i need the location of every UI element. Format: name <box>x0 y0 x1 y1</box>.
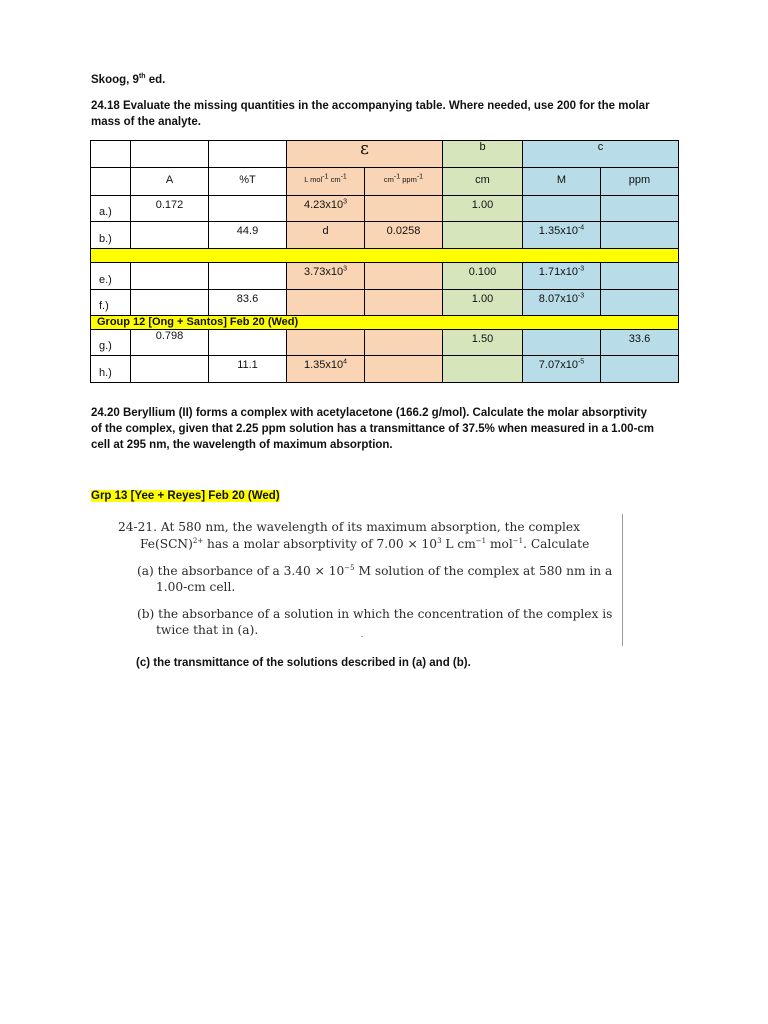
problem-24-18-line1: 24.18 Evaluate the missing quantities in the accompanying table. Where needed, use 200 for the molar <box>91 100 650 112</box>
table-row <box>91 196 679 222</box>
cell-eps-ppm: 0.0258 <box>365 222 443 249</box>
cell-absorbance: 0.172 <box>131 196 209 222</box>
problem-24-21-part-b-line1: (b) the absorbance of a solution in which the concentration of the complex is <box>137 607 613 621</box>
cell-eps-molar: $4.23x10^3$ <box>287 196 365 222</box>
epsilon-group-header: ε <box>287 141 443 168</box>
cell-transmittance: 44.9 <box>209 222 287 249</box>
group-13-label: Grp 13 [Yee + Reyes] Feb 20 (Wed) <box>91 490 280 502</box>
row-label: h.) <box>91 356 131 383</box>
problem-24-18-line2: mass of the analyte. <box>91 116 201 128</box>
b-group-header: b <box>443 141 523 168</box>
group-12-label: Group 12 [Ong + Santos] Feb 20 (Wed) <box>91 316 679 330</box>
cell-eps-molar: d <box>287 222 365 249</box>
c-group-header: c <box>523 141 679 168</box>
row-label: g.) <box>91 330 131 356</box>
table-column-header-row <box>91 168 679 196</box>
cell-absorbance: 0.798 <box>131 330 209 356</box>
absorbance-table <box>90 140 679 383</box>
problem-24-21-part-b-line2: twice that in (a). <box>156 623 259 637</box>
cell-path-length: 1.50 <box>443 330 523 356</box>
cell-eps-molar: $1.35x10^4$ <box>287 356 365 383</box>
table-row <box>91 222 679 249</box>
problem-24-20-line1: 24.20 Beryllium (II) forms a complex with acetylacetone (166.2 g/mol). Calculate the molar absorptivity <box>91 407 648 419</box>
row-label: f.) <box>91 290 131 316</box>
col-header-path-length: cm <box>443 168 523 196</box>
problem-24-21-excerpt <box>108 514 623 646</box>
table-row <box>91 263 679 290</box>
cell-eps-molar: $3.73x10^3$ <box>287 263 365 290</box>
row-label: e.) <box>91 263 131 290</box>
table-group-header-row <box>91 141 679 168</box>
cell-molarity: $1.35x10^{-4}$ <box>523 222 601 249</box>
cell-transmittance: 11.1 <box>209 356 287 383</box>
problem-24-21-part-a-line1: (a) the absorbance of a $3.40 \times 10^{-5}$ M solution of the complex at 580 nm in a <box>137 563 613 578</box>
cell-molarity: $7.07x10^{-5}$ <box>523 356 601 383</box>
cell-path-length: 1.00 <box>443 290 523 316</box>
table-row <box>91 330 679 356</box>
scan-speck <box>361 636 363 637</box>
row-label: a.) <box>91 196 131 222</box>
highlight-divider-row <box>91 249 679 263</box>
cell-path-length: 0.100 <box>443 263 523 290</box>
col-header-transmittance: %T <box>209 168 287 196</box>
problem-24-21-part-c: (c) the transmittance of the solutions described in (a) and (b). <box>136 657 471 669</box>
problem-24-20-line3: cell at 295 nm, the wavelength of maximum absorption. <box>91 439 393 451</box>
scan-edge-divider <box>622 514 623 646</box>
problem-24-20-line2: of the complex, given that 2.25 ppm solution has a transmittance of 37.5% when measured in a 1.00-cm <box>91 423 655 435</box>
problem-24-21-line1: 24-21. At 580 nm, the wavelength of its maximum absorption, the complex <box>118 520 580 534</box>
row-label: b.) <box>91 222 131 249</box>
source-reference: Skoog, 9th ed. <box>91 73 166 86</box>
cell-molarity: $1.71x10^{-3}$ <box>523 263 601 290</box>
problem-24-21-part-a-line2: 1.00-cm cell. <box>156 580 236 594</box>
cell-molarity: $8.07x10^{-3}$ <box>523 290 601 316</box>
col-header-eps-molar: L mol-1 cm-1 <box>287 168 365 196</box>
table-row <box>91 356 679 383</box>
col-header-eps-ppm: cm-1 ppm-1 <box>365 168 443 196</box>
cell-ppm: 33.6 <box>601 330 679 356</box>
table-row <box>91 290 679 316</box>
cell-transmittance: 83.6 <box>209 290 287 316</box>
col-header-ppm: ppm <box>601 168 679 196</box>
problem-24-21-line2: Fe(SCN)$^{2+}$ has a molar absorptivity of $7.00 \times 10^3$ L $cm^{-1}$ mol$^{-1}$. Calculate <box>140 536 590 551</box>
group-12-row <box>91 316 679 330</box>
cell-path-length: 1.00 <box>443 196 523 222</box>
col-header-absorbance: A <box>131 168 209 196</box>
col-header-molarity: M <box>523 168 601 196</box>
